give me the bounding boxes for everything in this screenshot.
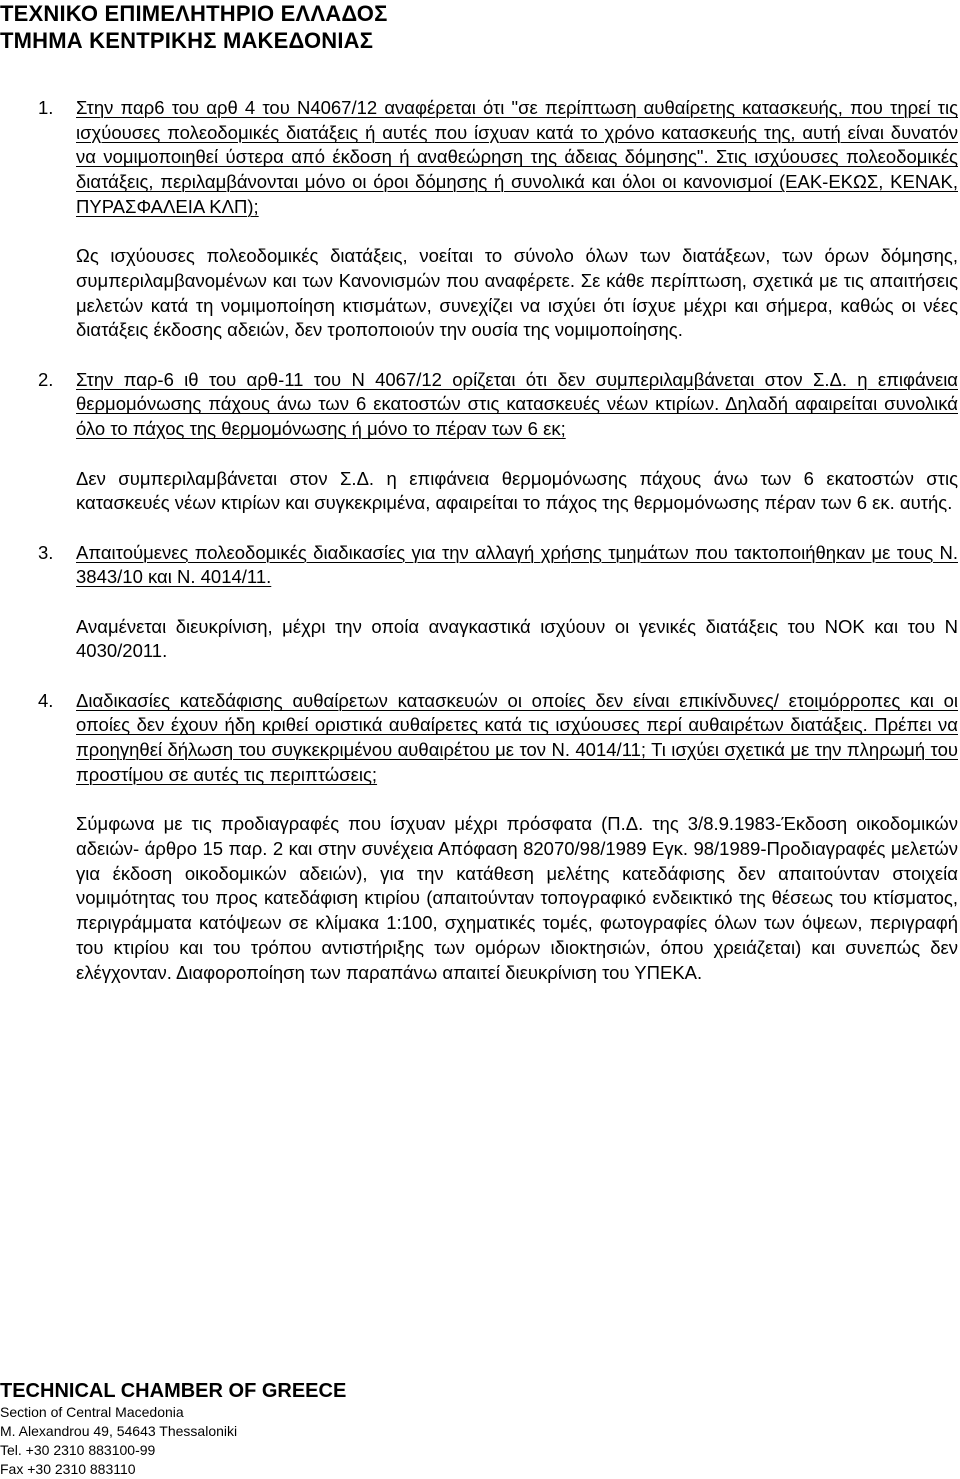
document-header <box>0 0 388 54</box>
question-text <box>76 541 958 590</box>
answer-text: Αναμένεται διευκρίνιση, μέχρι την οποία αναγκαστικά ισχύουν οι γενικές διατάξεις του ΝΟΚ και του Ν 4030/2011. <box>76 615 958 662</box>
item-number: 4. <box>38 689 54 711</box>
answer-text: Δεν συμπεριλαμβάνεται στον Σ.Δ. η επιφάνεια θερμομόνωσης πάχους άνω των 6 εκατοστών στις κατασκευές νέων κτιρίων και συγκεκριμένα, αφαιρείται το πάχος της θερμομόνωσης πέραν των 6 εκ. αυτής. <box>76 467 958 514</box>
question-underlined-text: Στην παρ-6 ιθ του αρθ-11 του Ν 4067/12 ορίζεται ότι δεν συμπεριλαμβάνεται στον Σ.Δ. η επιφάνεια θερμομόνωσης πάχους άνω των 6 εκατοστών στις κατασκευές νέων κτιρίων. Δηλαδή αφαιρείται συνολικά όλο το πάχος της θερμομόνωσης ή μόνο το πέραν των 6 εκ; <box>76 368 958 440</box>
qa-item-1 <box>0 96 958 343</box>
question-underlined-text: Διαδικασίες κατεδάφισης αυθαίρετων κατασκευών οι οποίες δεν είναι επικίνδυνες/ ετοιμόρροπες και οι οποίες δεν έχουν ήδη κριθεί οριστικά αυθαίρετες κατά τις ισχύουσες περί αυθαιρέτων διατάξεις. Πρέπει να προηγηθεί δήλωση του συγκεκριμένου αυθαιρέτου με τον Ν. 4014/11; Τι ισχύει σχετικά με την πληρωμή του προστίμου σε αυτές τις περιπτώσεις; <box>76 689 958 785</box>
document-body <box>0 96 958 985</box>
question-text <box>76 368 958 442</box>
question-text <box>76 96 958 220</box>
question-tail-text: Στις ισχύουσες πολεοδομικές διατάξεις, περιλαμβάνονται μόνο οι όροι δόμησης ή συνολικά και όλοι οι κανονισμοί (ΕΑΚ-ΕΚΩΣ, ΚΕΝΑΚ, ΠΥΡΑΣΦΑΛΕΙΑ ΚΛΠ); <box>76 146 958 217</box>
document-footer <box>0 1379 346 1479</box>
question-underlined-text: Απαιτούμενες πολεοδομικές διαδικασίες για την αλλαγή χρήσης τμημάτων που τακτοποιήθηκαν με τους Ν. 3843/10 και Ν. 4014/11. <box>76 541 958 588</box>
item-number: 3. <box>38 541 54 563</box>
qa-item-2 <box>0 368 958 516</box>
footer-fax: Fax +30 2310 883110 <box>0 1461 136 1477</box>
question-text <box>76 689 958 788</box>
item-number: 1. <box>38 97 54 118</box>
header-subtitle-greek: ΤΜΗΜΑ ΚΕΝΤΡΙΚΗΣ ΜΑΚΕΔΟΝΙΑΣ <box>0 28 374 53</box>
item-number: 2. <box>38 368 54 390</box>
footer-organization: TECHNICAL CHAMBER OF GREECE <box>0 1380 347 1402</box>
qa-item-4 <box>0 689 958 985</box>
header-title-greek: ΤΕΧΝΙΚΟ ΕΠΙΜΕΛΗΤΗΡΙΟ ΕΛΛΑΔΟΣ <box>0 1 388 26</box>
answer-text: Ως ισχύουσες πολεοδομικές διατάξεις, νοείται το σύνολο όλων των διατάξεων, των όρων δόμησης, συμπεριλαμβανομένων και των Κανονισμών που αναφέρετε. Σε κάθε περίπτωση, σχετικά με τις απαιτήσεις μελετών κατά τη νομιμοποίηση κτισμάτων, συνεχίζει να ισχύει ότι ίσχυε μέχρι και σήμερα, καθώς οι νέες διατάξεις έκδοσης αδειών, δεν τροποποιούν την ουσία της νομιμοποίησης. <box>76 245 958 341</box>
answer-text: Σύμφωνα με τις προδιαγραφές που ίσχυαν μέχρι πρόσφατα (Π.Δ. της 3/8.9.1983-Έκδοση οικοδομικών αδειών- άρθρο 15 παρ. 2 και στην συνέχεια Απόφαση 82070/98/1989 Εγκ. 98/1989-Προδιαγραφές μελετών για έκδοση οικοδομικών αδειών), για την κατάθεση μελέτης κατεδάφισης δεν απαιτούνταν στοιχεία νομιμότητας του προς κατεδάφιση κτιρίου (απαιτούνταν τοπογραφικό ενδεικτικό της θέσεως του κτίσματος, περιγράμματα κατόψεων σε κλίμακα 1:100, σχηματικές τομές, φωτογραφίες όλων των όψεων, περιγραφή του κτιρίου και του τρόπου αντιστήριξης των ομόρων ιδιοκτησιών, όπου χρειάζεται) και συνεπώς δεν ελέγχονταν. Διαφοροποίηση των παραπάνω απαιτεί διευκρίνιση του ΥΠΕΚΑ. <box>76 813 958 983</box>
footer-telephone: Tel. +30 2310 883100-99 <box>0 1442 156 1458</box>
question-main-text: Στην παρ6 του αρθ 4 του Ν4067/12 αναφέρεται ότι "σε περίπτωση αυθαίρετης κατασκευής, που τηρεί τις ισχύουσες πολεοδομικές διατάξεις ή αυτές που ίσχυαν κατά το χρόνο κατασκευής της, αυτή είναι δυνατόν να νομιμοποιηθεί ύστερα από έκδοση ή αναθεώρηση της άδειας δόμησης". <box>76 97 958 168</box>
footer-address: M. Alexandrou 49, 54643 Thessaloniki <box>0 1423 238 1439</box>
qa-item-3 <box>0 541 958 665</box>
footer-section: Section of Central Macedonia <box>0 1404 184 1420</box>
